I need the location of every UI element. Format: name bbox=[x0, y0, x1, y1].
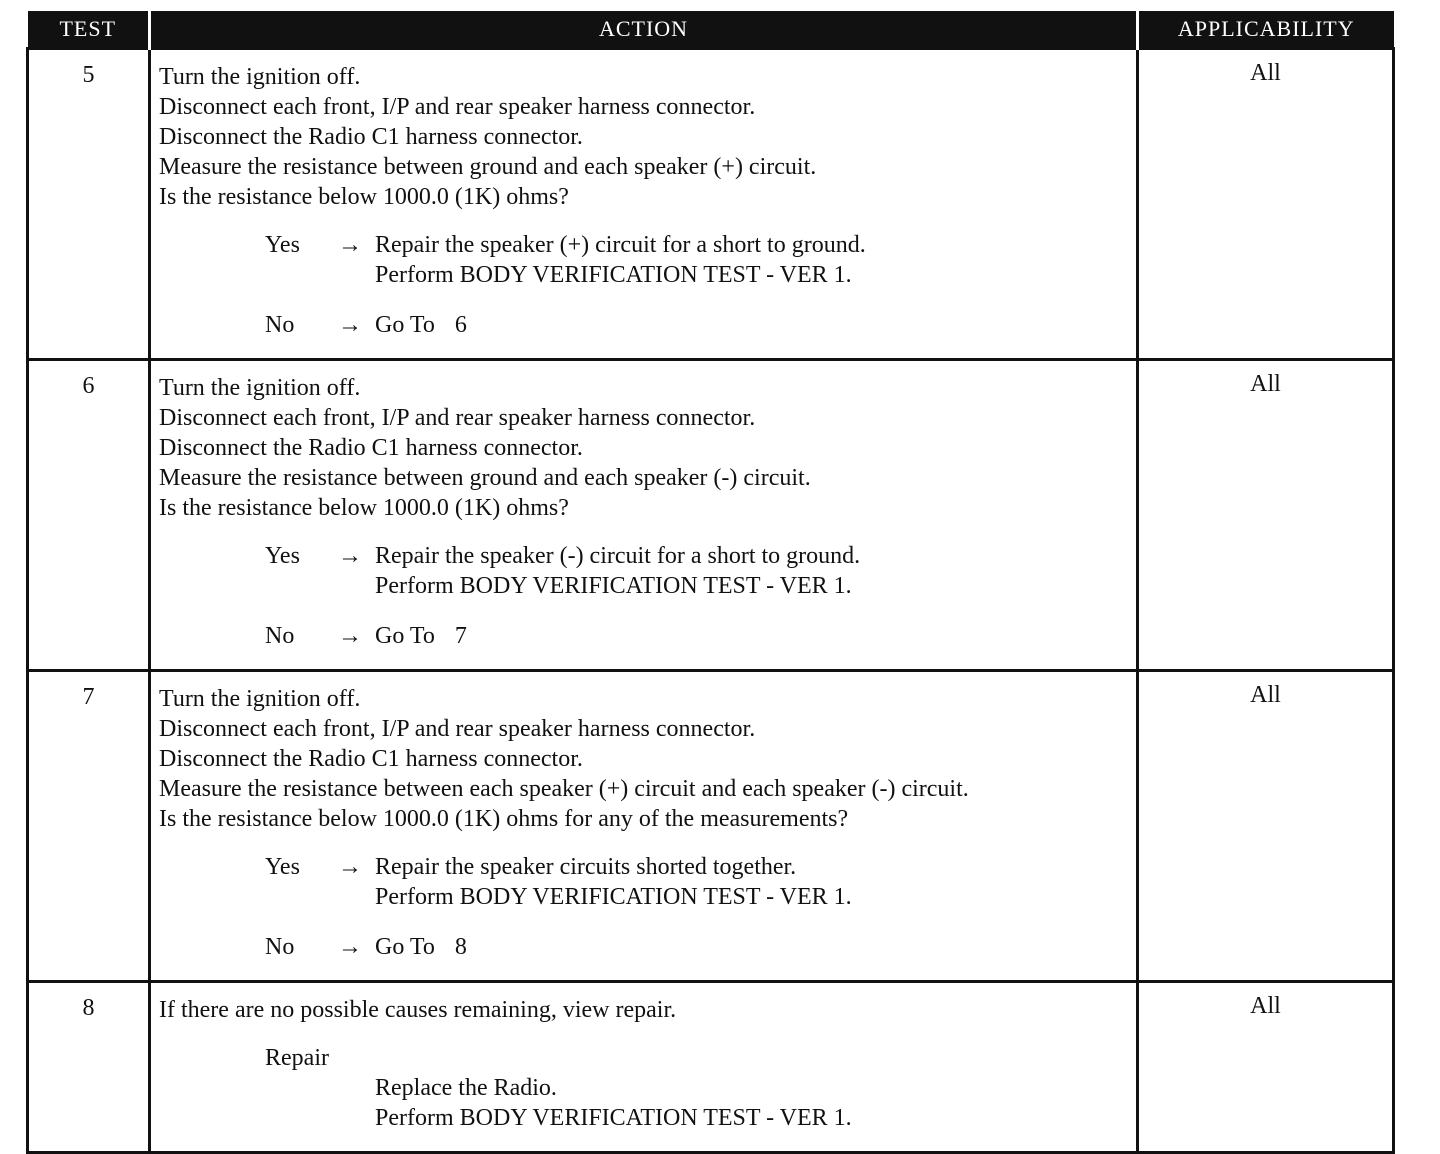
repair-action: Perform BODY VERIFICATION TEST - VER 1. bbox=[375, 1105, 852, 1131]
action-step: Disconnect each front, I/P and rear speaker harness connector. bbox=[159, 716, 756, 742]
right-arrow-icon: → bbox=[338, 854, 362, 880]
action-step: Disconnect the Radio C1 harness connector. bbox=[159, 124, 583, 150]
branches bbox=[265, 230, 1136, 340]
no-label: No bbox=[265, 312, 295, 338]
action-question: Is the resistance below 1000.0 (1K) ohms for any of the measurements? bbox=[159, 806, 849, 832]
action-step: Disconnect the Radio C1 harness connector. bbox=[159, 435, 583, 461]
no-label: No bbox=[265, 623, 295, 649]
action-step: Measure the resistance between ground and each speaker (-) circuit. bbox=[159, 465, 811, 491]
applicability-cell: All bbox=[1138, 49, 1394, 360]
test-number: 5 bbox=[28, 49, 150, 360]
test-number: 8 bbox=[28, 982, 150, 1153]
yes-label: Yes bbox=[265, 543, 300, 569]
yes-action: Repair the speaker (-) circuit for a short to ground. bbox=[375, 543, 861, 569]
goto-label: Go To bbox=[375, 312, 435, 338]
action-cell bbox=[150, 671, 1138, 982]
repair-label: Repair bbox=[265, 1045, 329, 1071]
action-cell bbox=[150, 49, 1138, 360]
yes-action: Perform BODY VERIFICATION TEST - VER 1. bbox=[375, 262, 852, 288]
yes-action: Repair the speaker circuits shorted together. bbox=[375, 854, 797, 880]
header-test: TEST bbox=[28, 11, 150, 49]
table-row bbox=[28, 360, 1394, 671]
table-row bbox=[28, 49, 1394, 360]
action-step: Disconnect each front, I/P and rear speaker harness connector. bbox=[159, 405, 756, 431]
table-row bbox=[28, 671, 1394, 982]
yes-branch bbox=[265, 541, 1136, 601]
action-step: Disconnect each front, I/P and rear speaker harness connector. bbox=[159, 94, 756, 120]
branches bbox=[265, 541, 1136, 651]
action-step: Disconnect the Radio C1 harness connector. bbox=[159, 746, 583, 772]
repair-action: Replace the Radio. bbox=[375, 1075, 557, 1101]
test-number: 7 bbox=[28, 671, 150, 982]
action-cell bbox=[150, 982, 1138, 1153]
yes-action: Perform BODY VERIFICATION TEST - VER 1. bbox=[375, 573, 852, 599]
header-action: ACTION bbox=[150, 11, 1138, 49]
branches bbox=[265, 852, 1136, 962]
action-step: Turn the ignition off. bbox=[159, 375, 361, 401]
no-branch bbox=[265, 310, 1136, 340]
no-label: No bbox=[265, 934, 295, 960]
right-arrow-icon: → bbox=[338, 232, 362, 258]
right-arrow-icon: → bbox=[338, 623, 362, 649]
goto-target: 7 bbox=[454, 623, 467, 649]
right-arrow-icon: → bbox=[338, 312, 362, 338]
action-step: If there are no possible causes remaining, view repair. bbox=[159, 997, 677, 1023]
action-step: Turn the ignition off. bbox=[159, 686, 361, 712]
action-step: Measure the resistance between each speaker (+) circuit and each speaker (-) circuit. bbox=[159, 776, 969, 802]
action-step: Turn the ignition off. bbox=[159, 64, 361, 90]
applicability-cell: All bbox=[1138, 671, 1394, 982]
yes-action: Repair the speaker (+) circuit for a short to ground. bbox=[375, 232, 866, 258]
yes-label: Yes bbox=[265, 854, 300, 880]
repair-block bbox=[265, 1043, 1136, 1133]
yes-label: Yes bbox=[265, 232, 300, 258]
test-number: 6 bbox=[28, 360, 150, 671]
test-table bbox=[26, 11, 1395, 1154]
header-applicability: APPLICABILITY bbox=[1138, 11, 1394, 49]
goto-target: 8 bbox=[454, 934, 467, 960]
goto-target: 6 bbox=[454, 312, 467, 338]
applicability-cell: All bbox=[1138, 982, 1394, 1153]
right-arrow-icon: → bbox=[338, 543, 362, 569]
goto-label: Go To bbox=[375, 934, 435, 960]
diagnostic-test-table bbox=[26, 11, 1392, 1154]
action-cell bbox=[150, 360, 1138, 671]
yes-branch bbox=[265, 852, 1136, 912]
yes-branch bbox=[265, 230, 1136, 290]
goto-label: Go To bbox=[375, 623, 435, 649]
action-step: Measure the resistance between ground and each speaker (+) circuit. bbox=[159, 154, 817, 180]
yes-action: Perform BODY VERIFICATION TEST - VER 1. bbox=[375, 884, 852, 910]
applicability-cell: All bbox=[1138, 360, 1394, 671]
no-branch bbox=[265, 621, 1136, 651]
right-arrow-icon: → bbox=[338, 934, 362, 960]
table-header bbox=[28, 11, 1394, 49]
no-branch bbox=[265, 932, 1136, 962]
action-question: Is the resistance below 1000.0 (1K) ohms? bbox=[159, 495, 569, 521]
table-row bbox=[28, 982, 1394, 1153]
action-question: Is the resistance below 1000.0 (1K) ohms? bbox=[159, 184, 569, 210]
